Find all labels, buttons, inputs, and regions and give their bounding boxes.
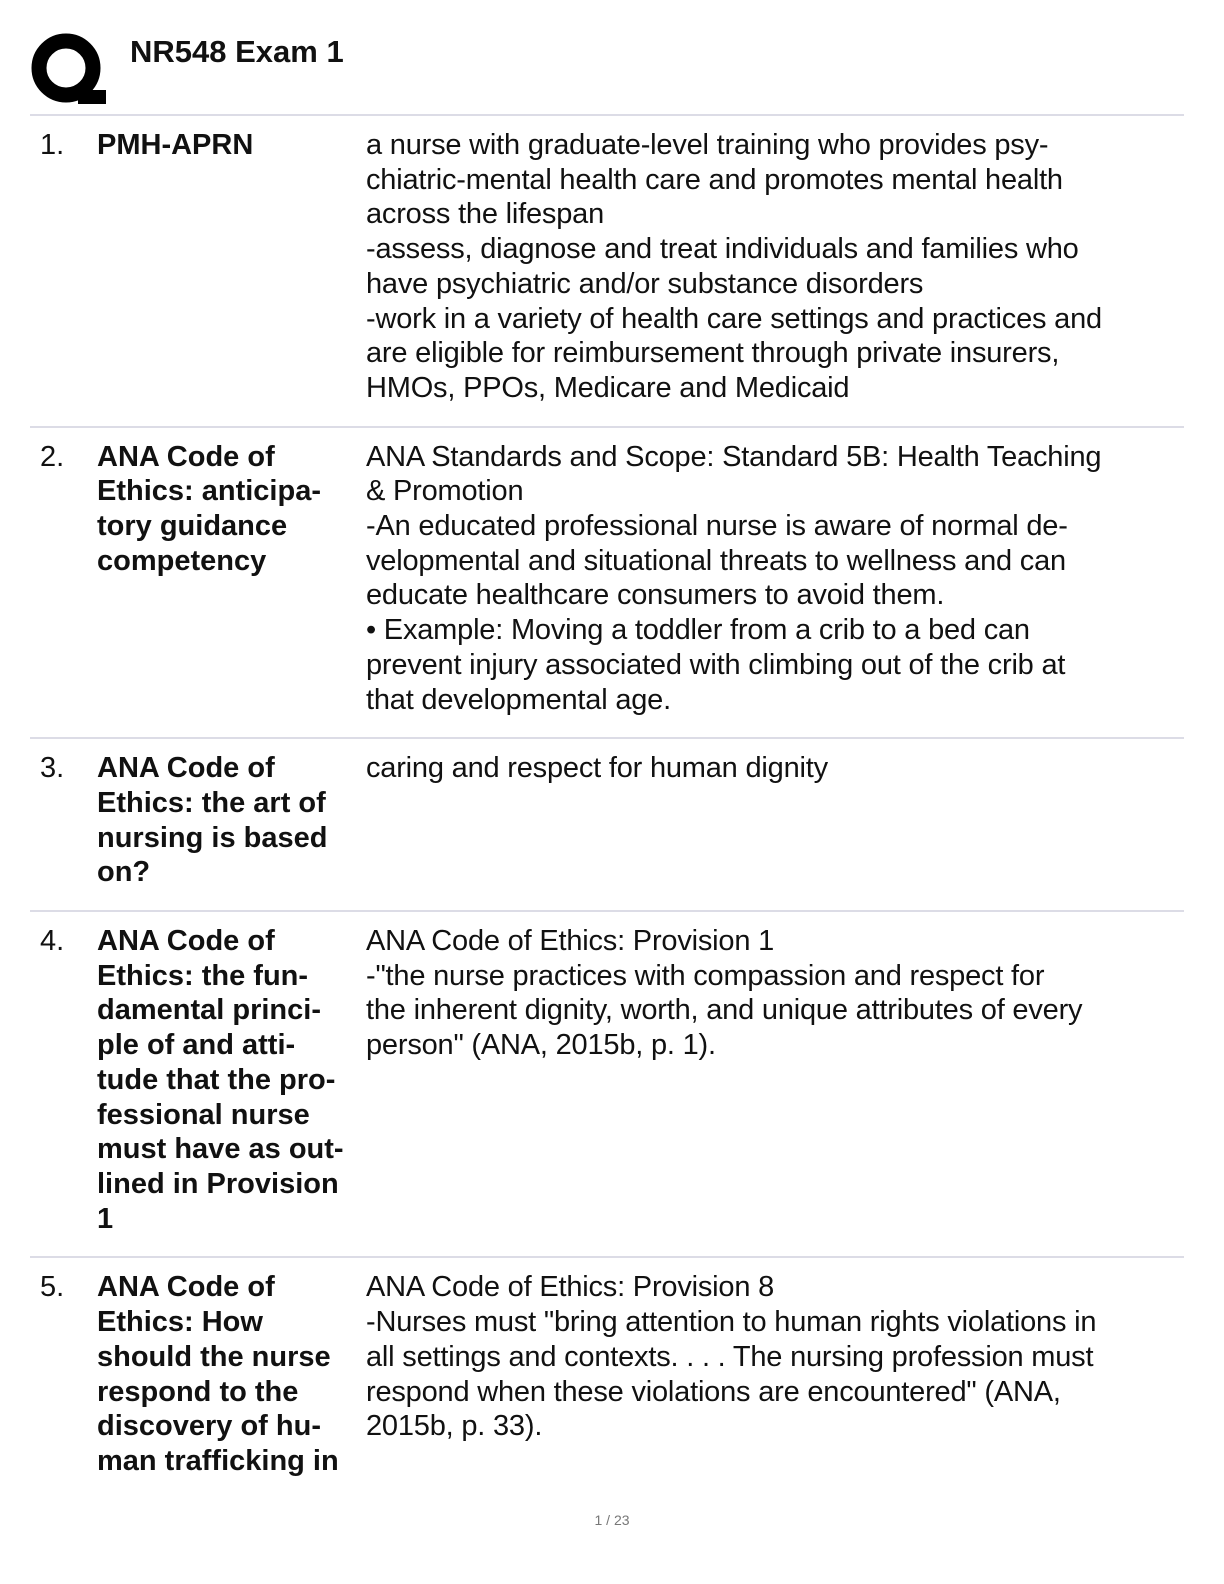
definition-line: ANA Code of Ethics: Provision 1 xyxy=(366,925,775,958)
term-line: 1 xyxy=(97,1202,114,1235)
definition-line: & Promotion xyxy=(366,475,524,508)
card-term xyxy=(97,751,366,890)
flashcard-row xyxy=(30,1256,1184,1498)
definition-line: HMOs, PPOs, Medicare and Medicaid xyxy=(366,371,850,404)
definition-line: -assess, diagnose and treat individuals and families who xyxy=(366,233,1079,266)
flashcard-row xyxy=(30,737,1184,910)
term-line: respond to the xyxy=(97,1375,299,1408)
term-line: Ethics: the fun- xyxy=(97,959,309,992)
definition-line: chiatric-mental health care and promotes mental health xyxy=(366,163,1063,196)
term-line: competency xyxy=(97,544,267,577)
definition-line: -Nurses must "bring attention to human rights violations in xyxy=(366,1306,1097,1339)
term-line: Ethics: the art of xyxy=(97,786,326,819)
term-line: man trafficking in xyxy=(97,1444,339,1477)
definition-line: are eligible for reimbursement through private insurers, xyxy=(366,337,1060,370)
term-line: tory guidance xyxy=(97,510,288,543)
term-line: tude that the pro- xyxy=(97,1063,336,1096)
flashcard-list xyxy=(30,114,1184,1499)
card-term xyxy=(97,924,366,1236)
term-line: on? xyxy=(97,856,151,889)
page-number: 1 / 23 xyxy=(594,1512,630,1528)
card-number: 2. xyxy=(40,440,65,473)
definition-line: person" (ANA, 2015b, p. 1). xyxy=(366,1029,716,1062)
flashcard-row xyxy=(30,114,1184,426)
definition-line: -An educated professional nurse is aware of normal de- xyxy=(366,510,1068,543)
definition-line: 2015b, p. 33). xyxy=(366,1410,543,1443)
term-line: ANA Code of xyxy=(97,440,275,473)
term-line: Ethics: anticipa- xyxy=(97,475,321,508)
card-definition xyxy=(366,1270,1184,1478)
term-line: ANA Code of xyxy=(97,925,275,958)
definition-line: have psychiatric and/or substance disorders xyxy=(366,267,924,300)
flashcard-row xyxy=(30,910,1184,1256)
term-line: ANA Code of xyxy=(97,1271,275,1304)
definition-line: all settings and contexts. . . . The nursing profession must xyxy=(366,1340,1094,1373)
card-definition xyxy=(366,924,1184,1236)
definition-line: a nurse with graduate-level training who provides psy- xyxy=(366,129,1049,161)
definition-line: prevent injury associated with climbing out of the crib at xyxy=(366,648,1066,681)
definition-line: ANA Standards and Scope: Standard 5B: Health Teaching xyxy=(366,440,1102,473)
card-term xyxy=(97,1270,366,1478)
definition-line: educate healthcare consumers to avoid them. xyxy=(366,579,945,612)
definition-line: -"the nurse practices with compassion and respect for xyxy=(366,959,1045,992)
card-term xyxy=(97,128,366,406)
card-definition xyxy=(366,440,1184,718)
term-line: ple of and atti- xyxy=(97,1029,296,1062)
term-line: PMH-APRN xyxy=(97,129,254,161)
term-line: must have as out- xyxy=(97,1133,344,1166)
term-line: nursing is based xyxy=(97,821,328,854)
definition-line: velopmental and situational threats to wellness and can xyxy=(366,544,1066,577)
definition-line: ANA Code of Ethics: Provision 8 xyxy=(366,1271,775,1304)
definition-line: across the lifespan xyxy=(366,198,604,231)
card-number: 4. xyxy=(40,925,65,958)
term-line: damental princi- xyxy=(97,994,321,1027)
term-line: Ethics: How xyxy=(97,1306,263,1339)
definition-line: that developmental age. xyxy=(366,683,671,716)
term-line: discovery of hu- xyxy=(97,1410,321,1443)
term-line: lined in Provision xyxy=(97,1167,339,1200)
definition-line: -work in a variety of health care settings and practices and xyxy=(366,302,1102,335)
definition-line: caring and respect for human dignity xyxy=(366,752,828,785)
document-header xyxy=(30,30,1184,110)
card-term xyxy=(97,440,366,718)
document-title: NR548 Exam 1 xyxy=(130,34,344,69)
card-number: 5. xyxy=(40,1271,65,1304)
definition-line: the inherent dignity, worth, and unique attributes of every xyxy=(366,994,1083,1027)
term-line: should the nurse xyxy=(97,1340,331,1373)
card-number: 1. xyxy=(40,129,65,161)
term-line: fessional nurse xyxy=(97,1098,310,1131)
flashcard-row xyxy=(30,426,1184,738)
quizlet-logo-icon xyxy=(30,32,106,108)
card-definition xyxy=(366,751,1184,890)
card-number: 3. xyxy=(40,752,65,785)
definition-line: • Example: Moving a toddler from a crib to a bed can xyxy=(366,614,1030,647)
term-line: ANA Code of xyxy=(97,752,275,785)
definition-line: respond when these violations are encountered" (ANA, xyxy=(366,1375,1061,1408)
card-definition xyxy=(366,128,1184,406)
